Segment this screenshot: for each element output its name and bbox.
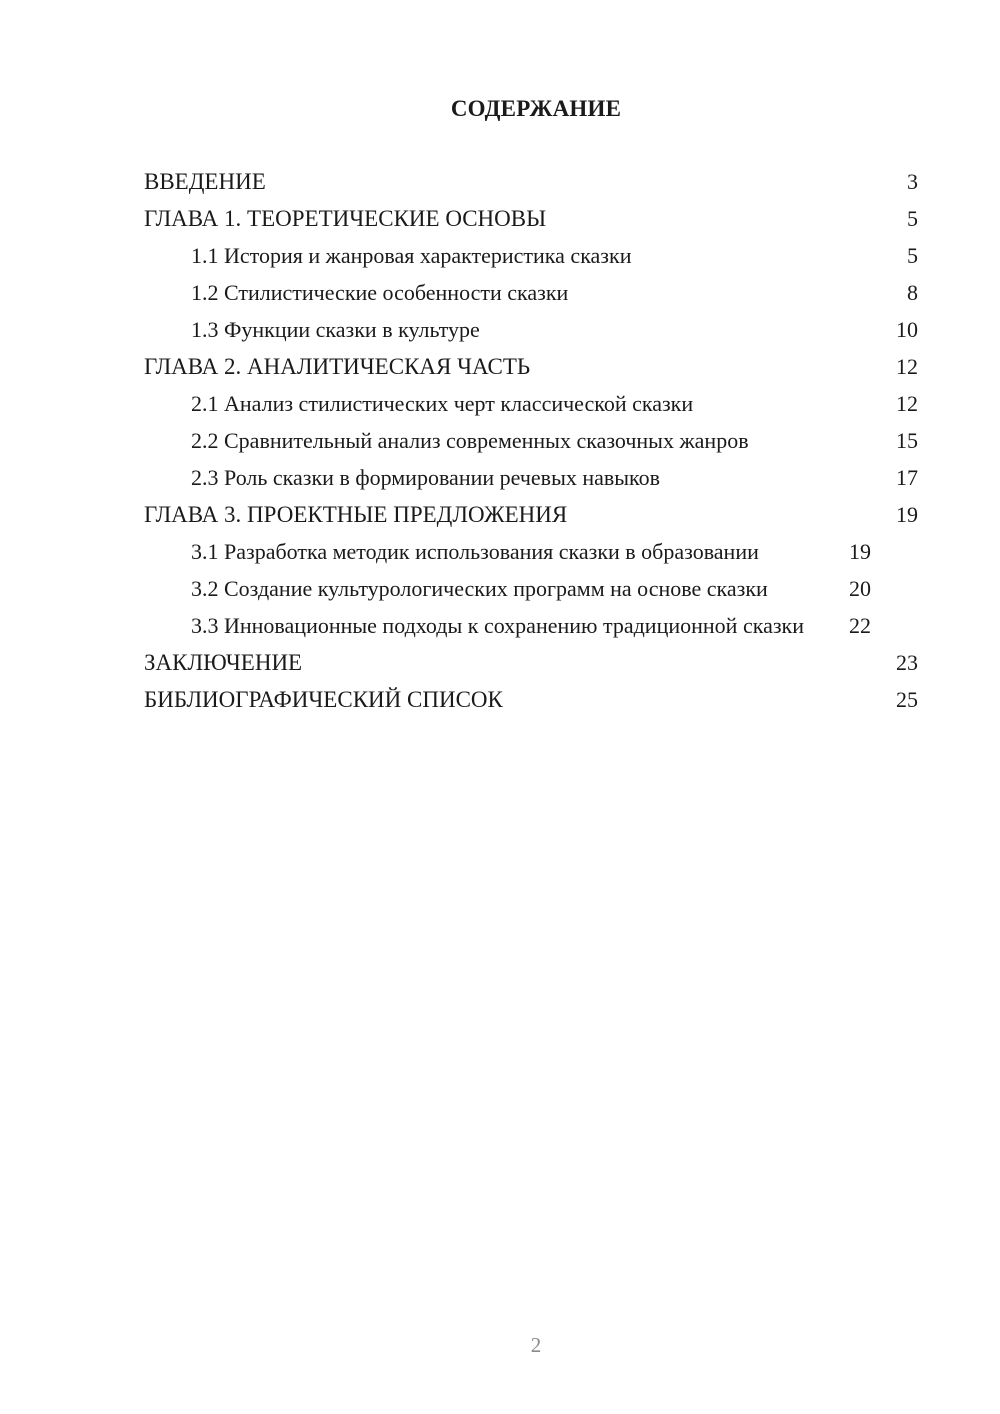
toc-entry-introduction[interactable] xyxy=(144,168,918,195)
toc-entry-label: 2.3 Роль сказки в формировании речевых навыков xyxy=(191,465,661,490)
toc-entry-label: 1.2 Стилистические особенности сказки xyxy=(191,280,569,305)
toc-entry-page: 22 xyxy=(849,613,871,638)
toc-entry-section-2-2[interactable] xyxy=(144,427,918,454)
toc-entry-page: 17 xyxy=(896,465,918,490)
toc-entry-page: 19 xyxy=(849,539,871,564)
toc-entry-section-2-3[interactable] xyxy=(144,464,918,491)
toc-entry-label: 3.3 Инновационные подходы к сохранению традиционной сказки xyxy=(191,613,804,638)
toc-entry-label: 2.2 Сравнительный анализ современных сказочных жанров xyxy=(191,428,749,453)
toc-entry-section-3-3[interactable] xyxy=(144,612,918,639)
toc-entry-section-1-1[interactable] xyxy=(144,242,918,269)
toc-entry-section-2-1[interactable] xyxy=(144,390,918,417)
page-number: 2 xyxy=(530,1333,542,1357)
toc-entry-label: ГЛАВА 1. ТЕОРЕТИЧЕСКИЕ ОСНОВЫ xyxy=(144,206,547,231)
toc-entry-page: 19 xyxy=(896,502,918,527)
toc-entry-section-1-2[interactable] xyxy=(144,279,918,306)
toc-entry-label: 1.1 История и жанровая характеристика сказки xyxy=(191,243,632,268)
toc-entry-section-3-1[interactable] xyxy=(144,538,918,565)
toc-entry-page: 5 xyxy=(907,243,918,268)
toc-entry-label: 2.1 Анализ стилистических черт классической сказки xyxy=(191,391,694,416)
toc-entry-bibliography[interactable] xyxy=(144,686,918,713)
toc-entry-label: 1.3 Функции сказки в культуре xyxy=(191,317,480,342)
toc-entry-label: 3.1 Разработка методик использования сказки в образовании xyxy=(191,539,759,564)
page-title: СОДЕРЖАНИЕ xyxy=(450,96,622,121)
toc-entry-chapter-2[interactable] xyxy=(144,353,918,380)
toc-entry-page: 8 xyxy=(907,280,918,305)
toc-entry-page: 23 xyxy=(896,650,918,675)
toc-entry-label: ГЛАВА 2. АНАЛИТИЧЕСКАЯ ЧАСТЬ xyxy=(144,354,531,379)
toc-entry-page: 5 xyxy=(907,206,918,231)
toc-entry-label: ГЛАВА 3. ПРОЕКТНЫЕ ПРЕДЛОЖЕНИЯ xyxy=(144,502,568,527)
toc-entry-section-1-3[interactable] xyxy=(144,316,918,343)
toc-entry-label: 3.2 Создание культурологических программ на основе сказки xyxy=(191,576,768,601)
table-of-contents xyxy=(144,168,918,723)
toc-entry-page: 20 xyxy=(849,576,871,601)
toc-entry-label: ЗАКЛЮЧЕНИЕ xyxy=(144,650,303,675)
toc-entry-label: БИБЛИОГРАФИЧЕСКИЙ СПИСОК xyxy=(144,687,503,712)
toc-entry-page: 3 xyxy=(907,169,918,194)
toc-entry-page: 12 xyxy=(896,391,918,416)
toc-entry-conclusion[interactable] xyxy=(144,649,918,676)
toc-entry-label: ВВЕДЕНИЕ xyxy=(144,169,266,194)
toc-entry-section-3-2[interactable] xyxy=(144,575,918,602)
toc-entry-page: 10 xyxy=(896,317,918,342)
toc-entry-page: 25 xyxy=(896,687,918,712)
toc-entry-chapter-3[interactable] xyxy=(144,501,918,528)
toc-entry-page: 12 xyxy=(896,354,918,379)
toc-entry-page: 15 xyxy=(896,428,918,453)
toc-entry-chapter-1[interactable] xyxy=(144,205,918,232)
